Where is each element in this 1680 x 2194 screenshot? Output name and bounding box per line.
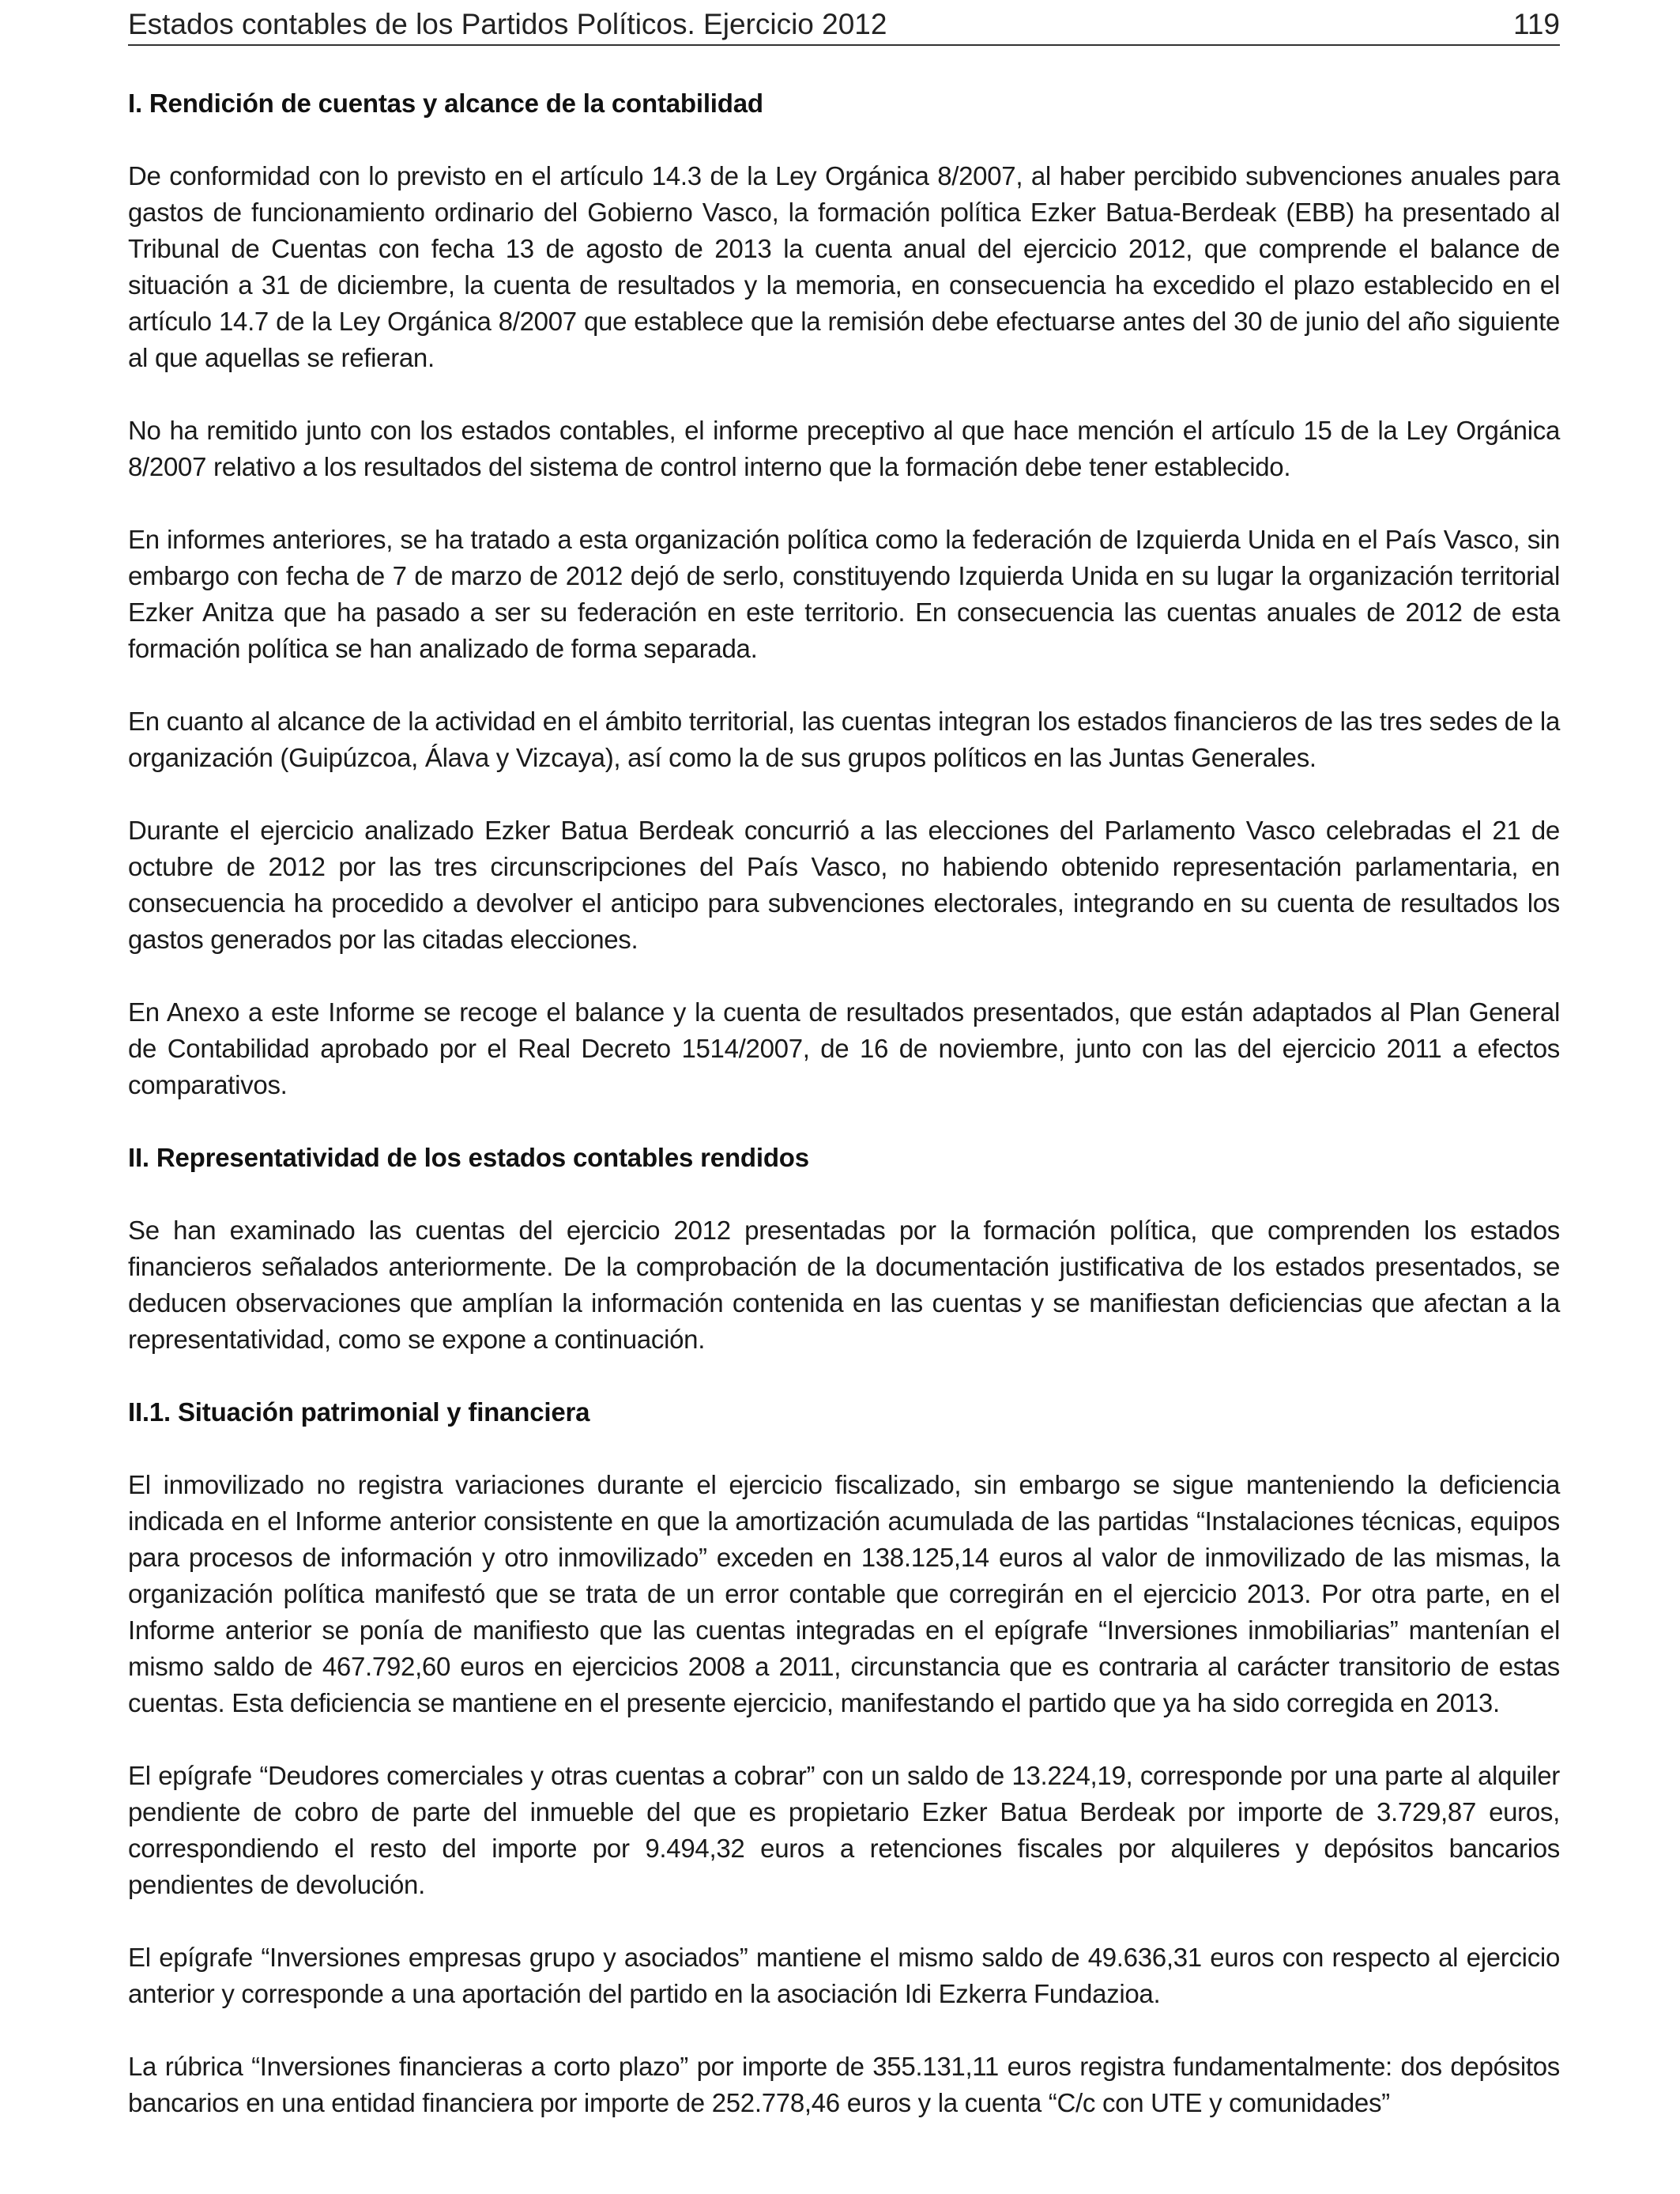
paragraph: En Anexo a este Informe se recoge el balance y la cuenta de resultados presentados, que están adaptados al Plan General de Contabilidad aprobado por el Real Decreto 1514/2007, de 16 de noviembre, junto con las del ejercicio 2011 a efectos comparativos. bbox=[128, 997, 1560, 1099]
subsection-heading-situacion: II.1. Situación patrimonial y financiera bbox=[128, 1397, 590, 1427]
paragraph: El epígrafe “Deudores comerciales y otras cuentas a cobrar” con un saldo de 13.224,19, corresponde por una parte al alquiler pendiente de cobro de parte del inmueble del que es propietario Ezker Batua Berdeak por importe de 3.729,87 euros, correspondiendo el resto del importe por 9.494,32 euros a retenciones fiscales por alquileres y depósitos bancarios pendientes de devolución. bbox=[128, 1761, 1560, 1899]
paragraph: El epígrafe “Inversiones empresas grupo y asociados” mantiene el mismo saldo de 49.636,31 euros con respecto al ejercicio anterior y corresponde a una aportación del partido en la asociación Idi Ezkerra Fundazioa. bbox=[128, 1943, 1560, 2008]
page-number: 119 bbox=[1513, 8, 1560, 40]
paragraph: No ha remitido junto con los estados contables, el informe preceptivo al que hace mención el artículo 15 de la Ley Orgánica 8/2007 relativo a los resultados del sistema de control interno que la formación debe tener establecido. bbox=[128, 416, 1560, 481]
running-header bbox=[128, 5, 1560, 46]
section-heading-rendicion: I. Rendición de cuentas y alcance de la contabilidad bbox=[128, 89, 763, 118]
paragraph: El inmovilizado no registra variaciones durante el ejercicio fiscalizado, sin embargo se sigue manteniendo la deficiencia indicada en el Informe anterior consistente en que la amortización acumulada de las partidas “Instalaciones técnicas, equipos para procesos de información y otro inmovilizado” exceden en 138.125,14 euros al valor de inmovilizado de las mismas, la organización política manifestó que se trata de un error contable que corregirán en el ejercicio 2013. Por otra parte, en el Informe anterior se ponía de manifiesto que las cuentas integradas en el epígrafe “Inversiones inmobiliarias” mantenían el mismo saldo de 467.792,60 euros en ejercicios 2008 a 2011, circunstancia que es contraria al carácter transitorio de estas cuentas. Esta deficiencia se mantiene en el presente ejercicio, manifestando el partido que ya ha sido corregida en 2013. bbox=[128, 1470, 1560, 1717]
document-body bbox=[128, 85, 1560, 2121]
paragraph: La rúbrica “Inversiones financieras a corto plazo” por importe de 355.131,11 euros registra fundamentalmente: dos depósitos bancarios en una entidad financiera por importe de 252.778,46 euros y la cuenta “C/c con UTE y comunidades” bbox=[128, 2052, 1560, 2117]
paragraph: En cuanto al alcance de la actividad en el ámbito territorial, las cuentas integran los estados financieros de las tres sedes de la organización (Guipúzcoa, Álava y Vizcaya), así como la de sus grupos políticos en las Juntas Generales. bbox=[128, 707, 1560, 772]
paragraph: De conformidad con lo previsto en el artículo 14.3 de la Ley Orgánica 8/2007, al haber percibido subvenciones anuales para gastos de funcionamiento ordinario del Gobierno Vasco, la formación política Ezker Batua-Berdeak (EBB) ha presentado al Tribunal de Cuentas con fecha 13 de agosto de 2013 la cuenta anual del ejercicio 2012, que comprende el balance de situación a 31 de diciembre, la cuenta de resultados y la memoria, en consecuencia ha excedido el plazo establecido en el artículo 14.7 de la Ley Orgánica 8/2007 que establece que la remisión debe efectuarse antes del 30 de junio del año siguiente al que aquellas se refieran. bbox=[128, 161, 1560, 372]
header-title: Estados contables de los Partidos Políticos. Ejercicio 2012 bbox=[128, 8, 887, 40]
section-heading-representatividad: II. Representatividad de los estados contables rendidos bbox=[128, 1143, 809, 1172]
paragraph: En informes anteriores, se ha tratado a esta organización política como la federación de Izquierda Unida en el País Vasco, sin embargo con fecha de 7 de marzo de 2012 dejó de serlo, constituyendo Izquierda Unida en su lugar la organización territorial Ezker Anitza que ha pasado a ser su federación en este territorio. En consecuencia las cuentas anuales de 2012 de esta formación política se han analizado de forma separada. bbox=[128, 525, 1560, 663]
paragraph: Se han examinado las cuentas del ejercicio 2012 presentadas por la formación política, que comprenden los estados financieros señalados anteriormente. De la comprobación de la documentación justificativa de los estados presentados, se deducen observaciones que amplían la información contenida en las cuentas y se manifiestan deficiencias que afectan a la representatividad, como se expone a continuación. bbox=[128, 1216, 1560, 1354]
paragraph: Durante el ejercicio analizado Ezker Batua Berdeak concurrió a las elecciones del Parlamento Vasco celebradas el 21 de octubre de 2012 por las tres circunscripciones del País Vasco, no habiendo obtenido representación parlamentaria, en consecuencia ha procedido a devolver el anticipo para subvenciones electorales, integrando en su cuenta de resultados los gastos generados por las citadas elecciones. bbox=[128, 816, 1560, 954]
